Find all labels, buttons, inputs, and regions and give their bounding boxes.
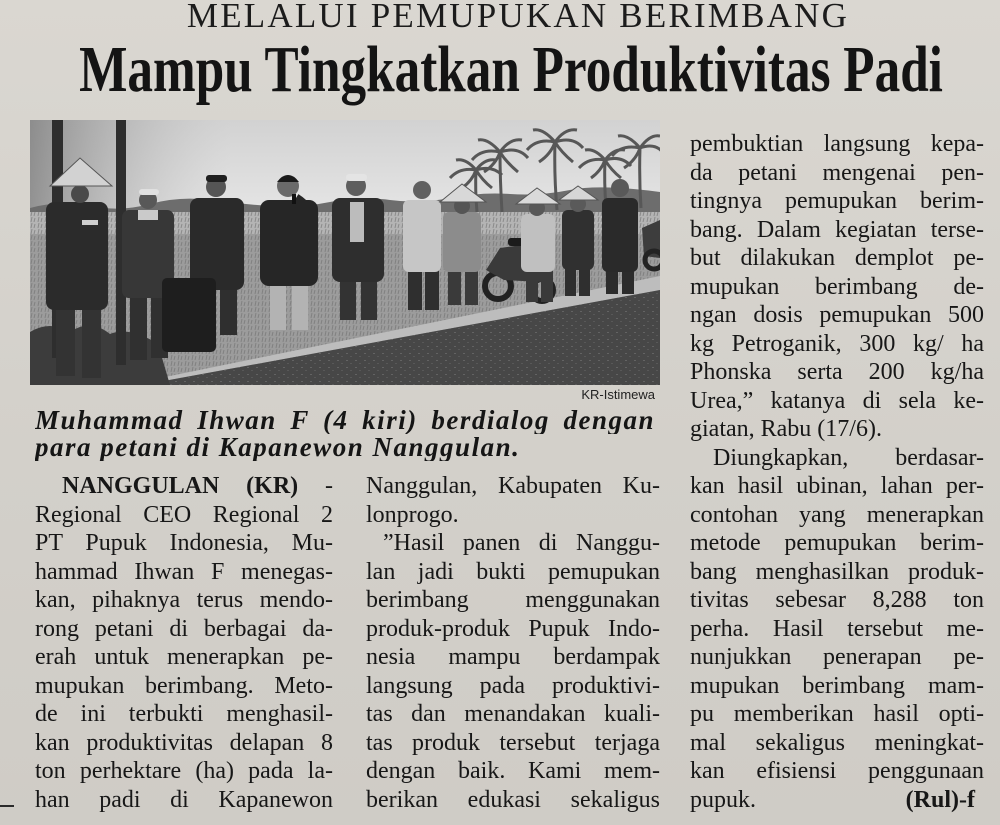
dateline: NANGGULAN (KR) [62, 473, 299, 499]
torso [443, 212, 481, 272]
legs [465, 268, 478, 305]
text-line: mal sekaligus meningkat- [690, 729, 984, 756]
legs [56, 302, 75, 376]
torso [403, 200, 441, 272]
text-column-right [690, 130, 984, 814]
text-line: Phonska serta 200 kg/ha [690, 359, 984, 385]
text-line: Urea,” katanya di sela ke- [690, 387, 984, 414]
torso [190, 198, 244, 290]
text-line: PT Pupuk Indonesia, Mu- [35, 530, 333, 556]
text-line: Regional CEO Regional 2 [35, 501, 333, 528]
torso [562, 210, 594, 270]
text-line: bang menghasilkan produk- [690, 558, 984, 585]
news-photo [30, 120, 660, 385]
legs [220, 285, 237, 335]
legs [270, 280, 286, 330]
text-line: nunjukkan penerapan pe- [690, 644, 984, 670]
text-line: da petani mengenai pen- [690, 159, 984, 186]
legs [448, 268, 461, 305]
person-figure [403, 181, 441, 310]
text-line: pu memberikan hasil opti- [690, 701, 984, 727]
inner-shirt [350, 202, 364, 242]
text-line: mupukan berimbang. Meto- [35, 672, 333, 699]
text-line: tas produk tersebut terjaga [366, 729, 660, 756]
text-line: tingnya pemupukan berim- [690, 188, 984, 214]
legs [130, 292, 147, 360]
closing-line [690, 786, 984, 815]
caption-line: para petani di Kapanewon Nanggulan. [35, 434, 521, 461]
cap [346, 174, 367, 181]
text-line: bang. Dalam kegiatan terse- [690, 216, 984, 243]
text-line: dengan baik. Kami mem- [366, 758, 660, 784]
text-line: perha. Hasil tersebut me- [690, 615, 984, 642]
text-column-left [35, 472, 333, 814]
torso [602, 198, 638, 272]
text-line: produk-produk Pupuk Indo- [366, 615, 660, 642]
photo-credit: KR-Istimewa [581, 387, 655, 402]
text-line: but dilakukan demplot pe- [690, 245, 984, 271]
head [71, 185, 89, 203]
text-line: berimbang menggunakan [366, 587, 660, 613]
text-line: metode pemupukan berim- [690, 530, 984, 556]
text-line: erah untuk menerapkan pe- [35, 644, 333, 670]
text-line: Diungkapkan, berdasar- [713, 444, 984, 471]
text-line: kan produktivitas delapan 8 [35, 729, 333, 756]
article-headline: Mampu Tingkatkan Produktivitas Padi [79, 33, 943, 106]
cap [206, 175, 227, 182]
text-line: contohan yang menerapkan [690, 501, 984, 528]
text-column-middle [366, 472, 660, 814]
text-line: berikan edukasi sekaligus [366, 786, 660, 813]
photo-caption [35, 407, 655, 461]
text-line: tivitas sebesar 8,288 ton [690, 587, 984, 613]
text-line: kan, pihaknya terus mendo- [35, 587, 333, 613]
crop-mark [0, 805, 14, 807]
text-line: han padi di Kapanewon [35, 786, 333, 813]
legs [292, 280, 308, 330]
legs [361, 276, 377, 320]
dateline-dash: - [325, 473, 333, 499]
shirt-logo [82, 220, 98, 225]
head [611, 179, 629, 197]
text-line: Nanggulan, Kabupaten Ku- [366, 473, 660, 499]
microphone [292, 194, 296, 204]
text-line: giatan, Rabu (17/6). [690, 416, 882, 442]
text-line: rong petani di berbagai da- [35, 615, 333, 642]
bucket [162, 278, 216, 352]
caption-line: Muhammad Ihwan F (4 kiri) berdialog dengan [35, 407, 655, 434]
cap [139, 189, 159, 195]
legs [579, 266, 590, 296]
rice-field-scene [30, 120, 660, 385]
legs [82, 302, 101, 378]
article-kicker: MELALUI PEMUPUKAN BERIMBANG [186, 0, 850, 35]
author-byline: (Rul)-f [905, 786, 975, 813]
text-line: langsung pada produktivi- [366, 672, 660, 699]
text-line: pembuktian langsung kepa- [690, 131, 984, 157]
legs [340, 276, 356, 320]
legs [425, 268, 439, 310]
text-line: de ini terbukti menghasil- [35, 701, 333, 727]
torso [46, 202, 108, 310]
text-line: mupukan berimbang de- [690, 273, 984, 300]
text-line: ngan dosis pemupukan 500 [690, 302, 984, 328]
text-line: kan efisiensi penggunaan [690, 758, 984, 784]
text-line: kan hasil ubinan, lahan per- [690, 473, 984, 499]
legs [565, 266, 576, 296]
head [413, 181, 431, 199]
text-line: ”Hasil panen di Nanggu- [383, 530, 660, 556]
legs [541, 268, 553, 302]
lead-line [35, 472, 333, 501]
text-line: hammad Ihwan F menegas- [35, 558, 333, 585]
text-line: lonprogo. [366, 501, 459, 528]
text-line: nesia mampu berdampak [366, 644, 660, 670]
torso [521, 214, 555, 272]
text-line: ton perhektare (ha) pada la- [35, 758, 333, 784]
collar [138, 210, 158, 220]
text-line-end: pupuk. [690, 786, 756, 813]
legs [408, 268, 422, 310]
legs [526, 268, 538, 302]
text-line: kg Petroganik, 300 kg/ ha [690, 330, 984, 357]
text-line: lan jadi bukti pemupukan [366, 558, 660, 585]
text-line: tas dan menandakan kuali- [366, 701, 660, 727]
text-line: mupukan berimbang mam- [690, 672, 984, 699]
